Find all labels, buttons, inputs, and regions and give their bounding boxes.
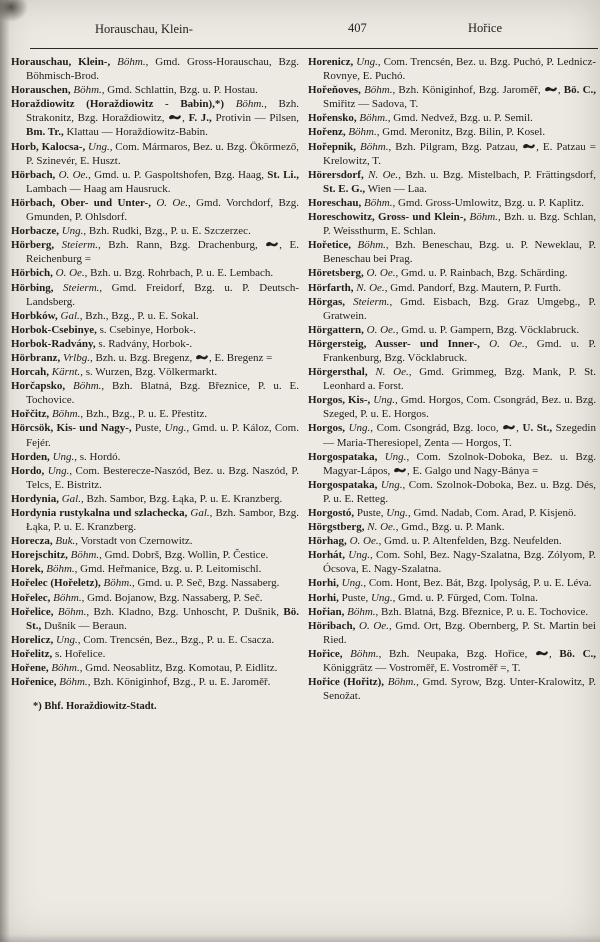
headword: Horčapsko, — [11, 380, 73, 393]
entry-text: , Bzh. Rann, Bzg. Drachenburg, — [97, 239, 266, 252]
headword: Horauschen, — [11, 84, 74, 97]
headword: Hörberg, — [11, 239, 62, 252]
entry-text: Smiřitz — Sadova, T. — [323, 98, 419, 111]
entry-text: , E. Galgo und Nagy-Bánya = — [407, 464, 539, 477]
posthorn-icon — [168, 113, 182, 121]
region-abbr: Böhm. — [348, 126, 377, 139]
entry-text: , Com. Trencsén, Bez. u. Bzg. Puchó, P. Lednicz-Rovnye, E. Puchó. — [323, 56, 596, 83]
region-abbr: Böhm. — [73, 84, 102, 97]
gazetteer-entry — [308, 83, 596, 111]
entry-text: , Com. Besterecze-Naszód, Bez. u. Bzg. Naszód, P. Telcs, E. Bistritz. — [26, 464, 299, 491]
gazetteer-entry — [11, 351, 299, 365]
entry-text: , — [182, 112, 189, 125]
gazetteer-entry — [11, 309, 299, 323]
headword: Horgos, — [308, 422, 349, 435]
entry-text: , Gmd. Neosablitz, Bzg. Komotau, P. Eidlitz. — [79, 662, 278, 675]
region-abbr: Ung. — [348, 422, 371, 435]
entry-text: , Gmd. Gross-Horauschau, Bzg. Böhmisch-Brod. — [26, 56, 299, 83]
entry-text: Puste, — [341, 591, 371, 604]
region-abbr: Ung. — [373, 394, 395, 407]
entry-text: , Bzh. u. Bzg. Mistelbach, P. Frättingsdorf, — [398, 168, 597, 181]
entry-text: , Bzh. Königinhof, Bzg., P. u. E. Jaroměř. — [87, 676, 271, 689]
posthorn-icon — [265, 240, 279, 248]
entry-text: , Com. Sohl, Bez. Nagy-Szalatna, Bzg. Zólyom, P. Ócsova, E. Nagy-Szalatna. — [323, 549, 596, 576]
gazetteer-entry — [11, 576, 299, 590]
entry-text: , Bzh. Blatná, Bzg. Březnice, P. u. E. Tochovice. — [26, 380, 299, 407]
headword: Hörbing, — [11, 281, 64, 294]
headword: Höribach, — [308, 619, 360, 632]
gazetteer-entry — [11, 647, 299, 661]
entry-text: , Gmd. Gross-Umlowitz, Bzg. u. P. Kaplitz. — [392, 196, 585, 209]
page-number: 407 — [348, 21, 367, 35]
region-abbr: Böhm. — [359, 112, 388, 125]
entry-text: , Gmd. Ort, Bzg. Obernberg, P. St. Martin bei Ried. — [323, 619, 596, 646]
posthorn-icon — [195, 353, 209, 361]
entry-text: , E. Reichenburg = — [26, 239, 299, 266]
entry-text: , Gmd. u. P. Seč, Bzg. Nassaberg. — [131, 577, 280, 590]
entry-text: , Gmd. u. P. Rainbach, Bzg. Schärding. — [395, 267, 568, 280]
region-abbr: Ung. — [61, 225, 84, 238]
region-abbr: O. Oe. — [349, 535, 379, 548]
headword: Horecza, — [11, 535, 56, 548]
entry-text: , Gmd. Nadab, Com. Arad, P. Kisjenö. — [407, 507, 577, 519]
headword: Horcah, — [11, 366, 52, 379]
headword: Hořelec (Hořeletz), — [11, 577, 104, 590]
headword: Horejschitz, — [11, 549, 71, 562]
entry-text: Protivin — Pilsen, — [211, 112, 299, 125]
gazetteer-entry — [11, 450, 299, 464]
entry-text: , Gmd. Freidorf, Bzg. u. P. Deutsch-Landsberg. — [26, 281, 300, 308]
headword: Hörersdorf, — [308, 168, 369, 181]
headword: Hořelitz, — [11, 647, 53, 660]
region-abbr: Böhm. — [347, 605, 376, 618]
gazetteer-entry — [11, 633, 299, 647]
gazetteer-entry — [308, 534, 596, 548]
entry-text: , Bzh. Königinhof, Bzg. Jaroměř, — [392, 84, 544, 97]
gazetteer-entry — [11, 421, 299, 449]
headword: Hörgstberg, — [308, 521, 368, 534]
entry-text: , Bzh. Beneschau, Bzg. u. P. Neweklau, P. Beneschau bei Prag. — [323, 239, 596, 266]
entry-text: , Bzh., Bzg., P. u. E. Sokal. — [79, 309, 199, 322]
region-abbr: Ung. — [384, 450, 407, 463]
region-abbr: Böhm. — [70, 549, 100, 562]
headword: Horbacze, — [11, 225, 62, 238]
gazetteer-entry — [308, 111, 596, 125]
entry-text: , — [548, 647, 560, 660]
gazetteer-entry — [11, 548, 299, 562]
entry-text: , Gmd. u. P. Fürged, Com. Tolna. — [392, 591, 538, 604]
entry-text: , — [516, 422, 523, 435]
headword: Höretsberg, — [308, 267, 367, 280]
entry-text: s. Radvány, Horbok-. — [95, 337, 193, 350]
right-column — [308, 55, 596, 714]
headword: Hörbranz, — [11, 351, 63, 364]
entry-text: , Bzh. u. Bzg. Schlan, P. Weissthurm, E. Schlan. — [323, 211, 596, 238]
region-abbr: Ung. — [356, 56, 378, 68]
region-abbr: Steierm. — [63, 281, 100, 294]
region-abbr: Böhm. — [350, 647, 379, 660]
region-abbr: Gal. — [190, 507, 210, 519]
gazetteer-entry — [308, 548, 596, 576]
headword: Horhát, — [308, 549, 349, 562]
gazetteer-entry — [308, 675, 596, 703]
region-abbr: Ung. — [341, 577, 364, 590]
entry-text: , Bzh., Bzg., P. u. E. Přestitz. — [80, 408, 208, 421]
header-catchword-right: Hořice — [468, 21, 503, 35]
entry-text: , Bzh. Neupaka, Bzg. Hořice, — [378, 647, 535, 660]
headword: Horgospataka, — [308, 450, 385, 463]
headword: Hörbach, — [11, 168, 59, 181]
region-abbr: Böhm. — [51, 408, 81, 421]
gazetteer-entry — [308, 478, 596, 506]
entry-text: Lambach — Haag am Hausruck. — [26, 182, 171, 195]
entry-text: , Gmd. u. P. Gaspoltshofen, Bzg. Haag, — [88, 168, 268, 181]
gazetteer-entry — [308, 591, 596, 605]
gazetteer-entry — [308, 196, 596, 210]
entry-text: , s. Wurzen, Bzg. Völkermarkt. — [80, 366, 218, 379]
gazetteer-entry — [11, 83, 299, 97]
region-abbr: Vrlbg. — [62, 351, 90, 364]
gazetteer-entry — [308, 281, 596, 295]
headword: Hörgas, — [308, 295, 354, 308]
headword: Horhi, — [308, 577, 342, 590]
headword: Horbków, — [11, 309, 61, 322]
gazetteer-entry — [308, 619, 596, 647]
entry-text: , Bzh. Pilgram, Bzg. Patzau, — [388, 140, 523, 153]
gazetteer-entry — [308, 365, 596, 393]
entry-text: , Bzh. u. Bzg. Bregenz, — [89, 351, 196, 364]
region-abbr: Gal. — [61, 492, 81, 505]
gazetteer-entry — [11, 266, 299, 280]
gazetteer-entry — [308, 295, 596, 323]
headword: Horeschau, — [308, 196, 365, 209]
entry-text: , Gmd. Syrow, Bzg. Unter-Kralowitz, P. Senožat. — [323, 676, 596, 703]
region-abbr: Steierm. — [353, 295, 390, 308]
entry-text: , Com. Mármaros, Bez. u. Bzg. Ökörmező, P. Szinevér, E. Huszt. — [26, 140, 299, 167]
gazetteer-entry — [308, 393, 596, 421]
region-abbr: N. Oe. — [375, 366, 409, 379]
entry-text: , Gmd. Schlattin, Bzg. u. P. Hostau. — [101, 84, 258, 97]
gazetteer-entry — [11, 224, 299, 238]
header-catchword-left: Horauschau, Klein- — [95, 22, 193, 36]
headword: Horgos, Kis-, — [308, 394, 374, 407]
headword: Hořenice, — [11, 676, 60, 689]
entry-text: , Bzh. u. Bzg. Rohrbach, P. u. E. Lembach. — [84, 267, 274, 280]
headword: Hořenz, — [308, 126, 349, 139]
headword: Hörgersteig, Ausser- und Inner-, — [308, 337, 490, 350]
region-abbr: Böhm. — [57, 605, 87, 618]
headword: Horb, Kalocsa-, — [11, 140, 89, 153]
railway-abbr: Bö. C., — [563, 84, 597, 97]
gazetteer-entry — [11, 605, 299, 633]
headword: Hordynia, — [11, 492, 62, 505]
gazetteer-entry — [11, 675, 299, 689]
gazetteer-entry — [11, 464, 299, 492]
region-abbr: O. Oe. — [366, 267, 396, 280]
region-abbr: Kärnt. — [51, 366, 81, 379]
entry-text: , Vorstadt von Czernowitz. — [75, 535, 193, 548]
headword: Hořeňoves, — [308, 84, 365, 97]
entry-text: , Gmd. Dobrš, Bzg. Wollin, P. Čestice. — [99, 549, 269, 562]
footnote: *) Bhf. Horaždiowitz-Stadt. — [33, 701, 157, 713]
region-abbr: Böhm. — [357, 239, 386, 252]
left-column — [11, 55, 299, 714]
gazetteer-entry — [11, 407, 299, 421]
posthorn-icon — [544, 85, 558, 93]
headword: Horhi, — [308, 591, 342, 604]
headword: Horenicz, — [308, 56, 357, 68]
entry-text: s. Hořelice. — [52, 647, 106, 660]
headword: Hořelice, — [11, 605, 58, 618]
entry-text: Dušnik — Beraun. — [41, 619, 127, 632]
headword: Horauschau, Klein-, — [11, 56, 118, 68]
entry-text: , Gmd. Nedvež, Bzg. u. P. Semil. — [387, 112, 533, 125]
entry-text: , Gmd. Bojanow, Bzg. Nassaberg, P. Seč. — [81, 591, 263, 604]
entry-text: , Gmd. u. P. Frankenburg, Bzg. Vöcklabruck. — [323, 337, 596, 364]
entry-text: , Gmd. u. P. Altenfelden, Bzg. Neufelden. — [378, 535, 562, 548]
gazetteer-entry — [11, 196, 299, 224]
gazetteer-entry — [11, 97, 299, 139]
region-abbr: Ung. — [56, 633, 78, 646]
entry-text: Puste, — [356, 507, 387, 519]
region-abbr: Böhm. — [360, 140, 389, 153]
region-abbr: Böhm. — [53, 591, 82, 604]
region-abbr: Ung. — [47, 464, 70, 477]
headword: Hořelec, — [11, 591, 54, 604]
region-abbr: Gal. — [60, 309, 80, 322]
entry-text: Klattau — Horaždiowitz-Babin. — [63, 126, 208, 139]
region-abbr: Böhm. — [117, 56, 146, 68]
entry-text: Königgrätz — Vostroměř, E. Vostroměř =, T. — [323, 662, 521, 675]
entry-text: , s. Hordó. — [74, 450, 121, 463]
region-abbr: Ung. — [164, 422, 187, 435]
headword: Horgostó, — [308, 507, 357, 519]
headword: Hořian, — [308, 605, 348, 618]
entry-text: , Com. Hont, Bez. Bát, Bzg. Ipolyság, P. u. E. Léva. — [363, 577, 592, 590]
headword: Hörfarth, — [308, 281, 357, 294]
headword: Hořensko, — [308, 112, 360, 125]
entry-text: , Bzh. Sambor, Bzg. Łąka, P. u. E. Kranzberg. — [26, 507, 300, 534]
gazetteer-entry — [308, 323, 596, 337]
gazetteer-entry — [11, 661, 299, 675]
entry-text: , E. Patzau = Krelowitz, T. — [323, 140, 597, 167]
railway-abbr: U. St., — [522, 422, 553, 435]
headword: Hořice (Hořitz), — [308, 676, 388, 689]
region-abbr: Ung. — [52, 450, 75, 463]
region-abbr: Böhm. — [46, 563, 75, 576]
gazetteer-entry — [11, 562, 299, 576]
entry-text: s. Csebinye, Horbok-. — [96, 323, 196, 336]
gazetteer-entry — [308, 421, 596, 449]
railway-abbr: F. J., — [188, 112, 212, 125]
railway-abbr: Bö. St., — [26, 605, 299, 632]
headword: Hörhag, — [308, 535, 350, 548]
headword: Hörbich, — [11, 267, 56, 280]
gazetteer-entry — [11, 506, 299, 534]
headword: Hordo, — [11, 464, 48, 477]
entry-text: , Bzh. Blatná, Bzg. Březnice, P. u. E. Tochovice. — [375, 605, 589, 618]
region-abbr: Buk. — [55, 535, 76, 548]
region-abbr: N. Oe. — [368, 168, 399, 181]
region-abbr: Ung. — [88, 140, 110, 153]
headword: Horbok-Csebinye, — [11, 323, 97, 336]
entry-text: , Gmd. Heřmanice, Bzg. u. P. Leitomischl. — [74, 563, 262, 576]
posthorn-icon — [393, 466, 407, 474]
railway-abbr: St. E. G., — [323, 182, 366, 195]
entry-text: , Gmd. Meronitz, Bzg. Bilin, P. Kosel. — [376, 126, 546, 139]
region-abbr: Böhm. — [235, 98, 265, 111]
entry-text: Puste, — [134, 422, 165, 435]
headword: Horaždiowitz (Horaždiowitz - Babin),*) — [11, 98, 236, 111]
entry-text: , Gmd. Grimmeg, Bzg. Mank, P. St. Leonhard a. Forst. — [323, 366, 596, 393]
entry-text: , — [557, 84, 564, 97]
region-abbr: O. Oe. — [489, 337, 525, 350]
region-abbr: O. Oe. — [366, 323, 396, 336]
headword: Hörgersthal, — [308, 366, 376, 379]
headword: Hörgattern, — [308, 323, 367, 336]
headword: Horek, — [11, 563, 47, 576]
page-header — [0, 16, 600, 46]
gazetteer-entry — [11, 492, 299, 506]
region-abbr: Ung. — [380, 478, 403, 491]
region-abbr: Böhm. — [387, 676, 417, 689]
headword: Hořepnik, — [308, 140, 361, 153]
headword: Hořene, — [11, 662, 52, 675]
gazetteer-entry — [308, 450, 596, 478]
region-abbr: N. Oe. — [356, 281, 385, 294]
gazetteer-entry — [308, 337, 596, 365]
headword: Horelicz, — [11, 633, 56, 646]
headword: Hörbach, Ober- und Unter-, — [11, 196, 157, 209]
region-abbr: Ung. — [370, 591, 393, 604]
region-abbr: Böhm. — [51, 662, 80, 675]
entry-text: , Com. Szolnok-Doboka, Bez. u. Bzg. Magyar-Lápos, — [323, 450, 596, 477]
entry-text: , Bzh. Rudki, Bzg., P. u. E. Szczerzec. — [83, 225, 251, 238]
railway-abbr: Bm. Tr., — [26, 126, 64, 139]
gazetteer-entry — [11, 534, 299, 548]
headword: Horeschowitz, Gross- und Klein-, — [308, 211, 470, 224]
region-abbr: Steierm. — [61, 239, 98, 252]
entry-text: Wien — Laa. — [365, 182, 427, 195]
gazetteer-entry — [11, 55, 299, 83]
entry-text: , E. Bregenz = — [209, 351, 273, 364]
entry-text: , Gmd. Eisbach, Bzg. Graz Umgebg., P. Gratwein. — [323, 295, 596, 322]
gazetteer-entry — [308, 520, 596, 534]
region-abbr: O. Oe. — [55, 267, 85, 280]
region-abbr: Ung. — [386, 507, 408, 519]
entry-text: Szegedin — Maria-Theresiopel, Zenta — Horgos, T. — [323, 422, 596, 449]
headword: Horbok-Radvány, — [11, 337, 96, 350]
entry-text: , Com. Csongrád, Bzg. loco, — [370, 422, 503, 435]
region-abbr: Böhm. — [72, 380, 102, 393]
text-columns — [0, 49, 600, 714]
region-abbr: Böhm. — [469, 211, 498, 224]
headword: Hořetice, — [308, 239, 358, 252]
posthorn-icon — [522, 142, 536, 150]
gazetteer-entry — [11, 140, 299, 168]
gazetteer-entry — [308, 140, 596, 168]
headword: Hordynia rustykalna und szlachecka, — [11, 507, 191, 519]
region-abbr: O. Oe. — [58, 168, 89, 181]
entry-text: , Com. Szolnok-Doboka, Bez. u. Bzg. Dés, P. u. E. Retteg. — [323, 478, 596, 505]
entry-text: , Gmd. u. P. Gampern, Bzg. Vöcklabruck. — [395, 323, 580, 336]
gazetteer-entry — [11, 281, 299, 309]
gazetteer-entry — [308, 238, 596, 266]
headword: Hořčitz, — [11, 408, 52, 421]
railway-abbr: Bö. C., — [559, 647, 597, 660]
railway-abbr: St. Li., — [267, 168, 299, 181]
headword: Hörcsök, Kis- und Nagy-, — [11, 422, 135, 435]
gazetteer-entry — [11, 238, 299, 266]
gazetteer-entry — [308, 506, 596, 520]
scan-artifact-bottom-edge — [0, 934, 600, 942]
region-abbr: Ung. — [348, 549, 370, 562]
gazetteer-entry — [11, 323, 299, 337]
gazetteer-entry — [308, 210, 596, 238]
gazetteer-entry — [308, 55, 596, 83]
gazetteer-entry — [11, 168, 299, 196]
gazetteer-entry — [308, 605, 596, 619]
entry-text: , Com. Trencsén, Bez., Bzg., P. u. E. Csacza. — [77, 633, 275, 646]
gazetteer-entry — [11, 365, 299, 379]
posthorn-icon — [535, 649, 549, 657]
entry-text: , Gmd. Vorchdorf, Bzg. Gmunden, P. Ohlsdorf. — [26, 196, 299, 224]
gazetteer-entry — [308, 647, 596, 675]
entry-text: , Gmd. Pandorf, Bzg. Mautern, P. Furth. — [384, 281, 561, 294]
region-abbr: O. Oe. — [156, 196, 188, 209]
headword: Horgospataka, — [308, 478, 381, 491]
gazetteer-entry — [308, 266, 596, 280]
entry-text: , Bzh. Strakonitz, Bzg. Horaždiowitz, — [26, 98, 299, 125]
gazetteer-entry — [308, 125, 596, 139]
headword: Horden, — [11, 450, 53, 463]
headword: Hořice, — [308, 647, 351, 660]
gazetteer-entry — [308, 168, 596, 196]
entry-text: , Gmd. u. P. Káloz, Com. Fejér. — [26, 422, 299, 449]
region-abbr: Böhm. — [59, 676, 88, 689]
gazetteer-entry — [11, 337, 299, 351]
gazetteer-entry — [11, 379, 299, 407]
region-abbr: Böhm. — [364, 196, 393, 209]
region-abbr: Böhm. — [103, 577, 132, 590]
entry-text: , Gmd., Bzg. u. P. Mank. — [395, 521, 505, 534]
posthorn-icon — [502, 423, 516, 431]
gazetteer-entry — [11, 591, 299, 605]
entry-text: , Bzh. Sambor, Bzg. Łąka, P. u. E. Kranzberg. — [80, 492, 283, 505]
gazetteer-entry — [308, 576, 596, 590]
region-abbr: O. Oe. — [359, 619, 389, 632]
region-abbr: N. Oe. — [367, 521, 396, 534]
entry-text: , Gmd. Horgos, Com. Csongrád, Bez. u. Bzg. Szeged, P. u. E. Horgos. — [323, 394, 596, 421]
region-abbr: Böhm. — [364, 84, 393, 97]
entry-text: , Bzh. Kladno, Bzg. Unhoscht, P. Dušnik, — [86, 605, 284, 618]
